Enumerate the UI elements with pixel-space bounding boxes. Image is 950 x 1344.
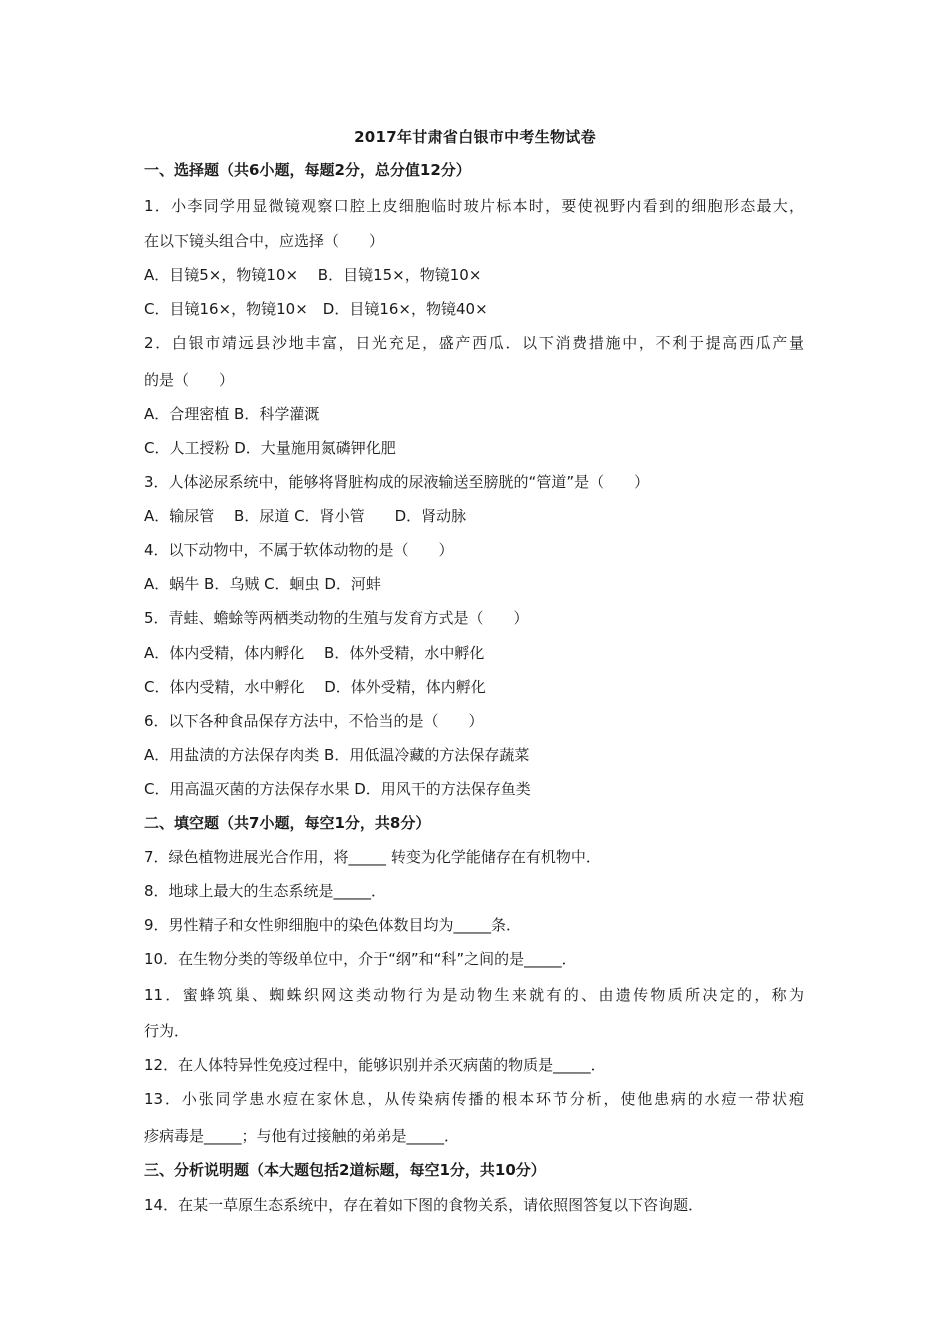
page-title: 2017年甘肃省白银市中考生物试卷 [354,128,596,146]
question-14-stem: 14．在某一草原生态系统中，存在着如下图的食物关系，请依照图答复以下咨询题． [144,1196,704,1214]
question-12: 12．在人体特异性免疫过程中，能够识别并杀灭病菌的物质是_____． [144,1056,606,1074]
section-heading-fill: 二、填空题（共7小题，每空1分，共8分） [144,814,431,832]
question-8: 8．地球上最大的生态系统是_____． [144,882,387,900]
question-9: 9．男性精子和女性卵细胞中的染色体数目均为_____条． [144,916,522,934]
question-5-options-ab: A．体内受精，体内孵化 B．体外受精，水中孵化 [144,644,485,662]
question-2-options-ab: A．合理密植 B．科学灌溉 [144,405,320,423]
question-2-options-cd: C．人工授粉 D．大量施用氮磷钾化肥 [144,439,396,457]
question-10: 10．在生物分类的等级单位中，介于“纲”和“科”之间的是_____． [144,950,577,968]
question-4-stem: 4．以下动物中，不属于软体动物的是（ ） [144,541,454,559]
question-5-stem: 5．青蛙、蟾蜍等两栖类动物的生殖与发育方式是（ ） [144,609,529,627]
section-heading-analysis: 三、分析说明题（本大题包括2道标题，每空1分，共10分） [144,1161,546,1179]
question-11-stem: 11．蜜蜂筑巢、蜘蛛织网这类动物行为是动物生来就有的、由遗传物质所决定的，称为 [144,986,804,1004]
question-6-options-ab: A．用盐渍的方法保存肉类 B．用低温冷藏的方法保存蔬菜 [144,746,530,764]
question-2-stem-cont: 的是（ ） [144,371,235,389]
question-2-stem: 2．白银市靖远县沙地丰富，日光充足，盛产西瓜．以下消费措施中，不利于提高西瓜产量 [144,334,804,352]
question-1-options-cd: C．目镜16×，物镜10× D．目镜16×，物镜40× [144,300,488,318]
question-4-options: A．蜗牛 B．乌贼 C．蛔虫 D．河蚌 [144,575,381,593]
question-11-stem-cont: 行为． [144,1022,190,1040]
question-5-options-cd: C．体内受精，水中孵化 D．体外受精，体内孵化 [144,678,486,696]
question-13-stem-cont: 疹病毒是_____；与他有过接触的弟弟是_____． [144,1127,460,1145]
question-13-stem: 13．小张同学患水痘在家休息，从传染病传播的根本环节分析，使他患病的水痘一带状疱 [144,1090,804,1108]
question-3-stem: 3．人体泌尿系统中，能够将肾脏构成的尿液输送至膀胱的“管道”是（ ） [144,473,650,491]
question-1-stem-cont: 在以下镜头组合中，应选择（ ） [144,232,385,250]
question-6-options-cd: C．用高温灭菌的方法保存水果 D．用风干的方法保存鱼类 [144,780,531,798]
question-6-stem: 6．以下各种食品保存方法中，不恰当的是（ ） [144,712,484,730]
question-3-options: A．输尿管 B．尿道 C．肾小管 D．肾动脉 [144,507,467,525]
question-1-options-ab: A．目镜5×，物镜10× B．目镜15×，物镜10× [144,266,482,284]
question-1-stem: 1．小李同学用显微镜观察口腔上皮细胞临时玻片标本时，要使视野内看到的细胞形态最大， [144,197,804,215]
question-7: 7．绿色植物进展光合作用，将_____ 转变为化学能储存在有机物中． [144,848,601,866]
section-heading-choice: 一、选择题（共6小题，每题2分，总分值12分） [144,161,471,179]
